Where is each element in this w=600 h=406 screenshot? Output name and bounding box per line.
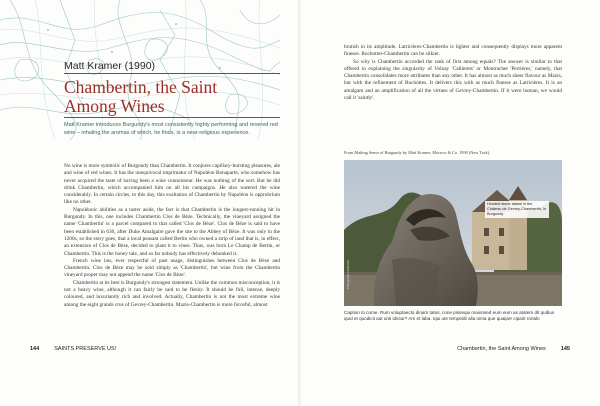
body-paragraph: Napoléonic abilities as a taster aside, the fact is that Chambertin is the longest-running hit in Burgundy. In this, one includes Chambertin Clos de Bèze. Technically, the vineyard assigned the name 'Chambertin' is a parcel compared to that called 'Clos de Bèze'. Clos de Bèze is said to have been established in 630, after Duke Amalgaire gave the site to the Abbey of Bèze. It was only in the 1200s, so the story goes, that a local peasant called Bertin who owned a strip of land that is, in effect, an extension of Clos de Bèze, decided to plant it to vines. Thus, was born Le Champ de Bertin, or Chambertin. This is the honey tale, and so far nobody has effectively debunked it. <box>64 206 280 257</box>
top-rule <box>64 73 280 74</box>
chapter-title-line-2: Among Wines <box>64 96 165 116</box>
running-head: SAINTS PRESERVE US! <box>54 346 117 352</box>
right-page <box>301 0 600 406</box>
chapter-title <box>64 78 284 116</box>
intro-paragraph: Matt Kramer introduces Burgundy's most consistently highly performing and revered red wine – inhaling the aromas of which, he finds, is a near-religious experience. <box>64 122 278 136</box>
source-citation: From Making Sense of Burgundy by Matt Kramer, Morrow & Co. 1990 (New York). <box>344 150 491 155</box>
right-footer <box>457 346 570 352</box>
body-paragraph: So why is Chambertin accorded the rank of first among equals? The answer is similar to that offered in explaining the singularity of Volnay 'Caillerets' or Montrachet 'Perrières,' namely, that Chambertin consolidates more attributes than any other. It has almost as much sheer flavour as Mazis, but with the refinement of Ruchottes. It delivers this with as much finesse as Latricières. It is an amalgam and an amplification of all the virtues of Gevrey-Chambertin. If it were human, we would call it 'saintly'. <box>344 58 562 102</box>
photo-credit: Photograph credit line <box>346 260 350 290</box>
body-paragraph: French wine law, ever respectful of past usage, distinguishes between Clos de Bèze and Chambertin. Clos de Bèze may be sold simply as 'Chambertin', but wine from the Chambertin vineyard proper may not append the name 'Clos de Bèze'. <box>64 257 280 279</box>
left-footer <box>30 346 116 352</box>
photo-caption: Caption to come. Rum voluptaecto dinam tatus, cone pissequi maionsed eum eum as atatem dit quibus quid et quodicit aut unti idictur? Am et laba. Iqui ute tempedit alia nima que quaiper ciparit rorialo <box>344 310 555 322</box>
left-body-text <box>64 163 280 309</box>
body-paragraph: Chambertin at its best is Burgundy's strongest statement. Unlike the common misconception, it is not a heavy wine, although it can fairly be said to be fleshy. It should be full, intense, deeply coloured, and luxuriantly rich and involved. Actually, Chambertin is not the most extreme wine among the eight grands crus of Gevrey-Chambertin. Mazis-Chambertin is more forceful, almost <box>64 279 280 308</box>
body-paragraph: No wine is more symbolic of Burgundy than Chambertin. It conjures capillary-bursting pleasures, ale and wine of red wines. It has the unequivocal imprimatur of Napoléon Bonaparte, who somehow has never acquired the taste of having been a wine connoisseur. He was nothing of the sort. But he did drink Chambertin, which accompanied him on all his campaigns. He also watered the wine considerably. In certain circles, to this day, this exaltation of Chambertin by Napoléon is opprobrium like no other. <box>64 163 280 206</box>
right-body-text <box>344 44 562 102</box>
body-paragraph: brutish in its amplitude. Latricières-Chambertin is lighter and consequently displays more apparent finesse. Ruchottes-Chambertin can be silkier. <box>344 44 562 58</box>
chapter-title-line-1: Chambertin, the Saint <box>64 77 218 97</box>
running-head: Chambertin, the Saint Among Wines <box>457 346 546 352</box>
page-number: 144 <box>30 346 40 352</box>
photo-callout: Hooded stone statue in the Château de Gevrey-Chambertin, in Burgundy <box>485 201 549 218</box>
author-line: Matt Kramer (1990) <box>64 60 156 72</box>
statue-photo <box>344 160 562 306</box>
intro-rule <box>64 117 280 118</box>
left-page <box>0 0 299 406</box>
page-number: 145 <box>560 346 570 352</box>
